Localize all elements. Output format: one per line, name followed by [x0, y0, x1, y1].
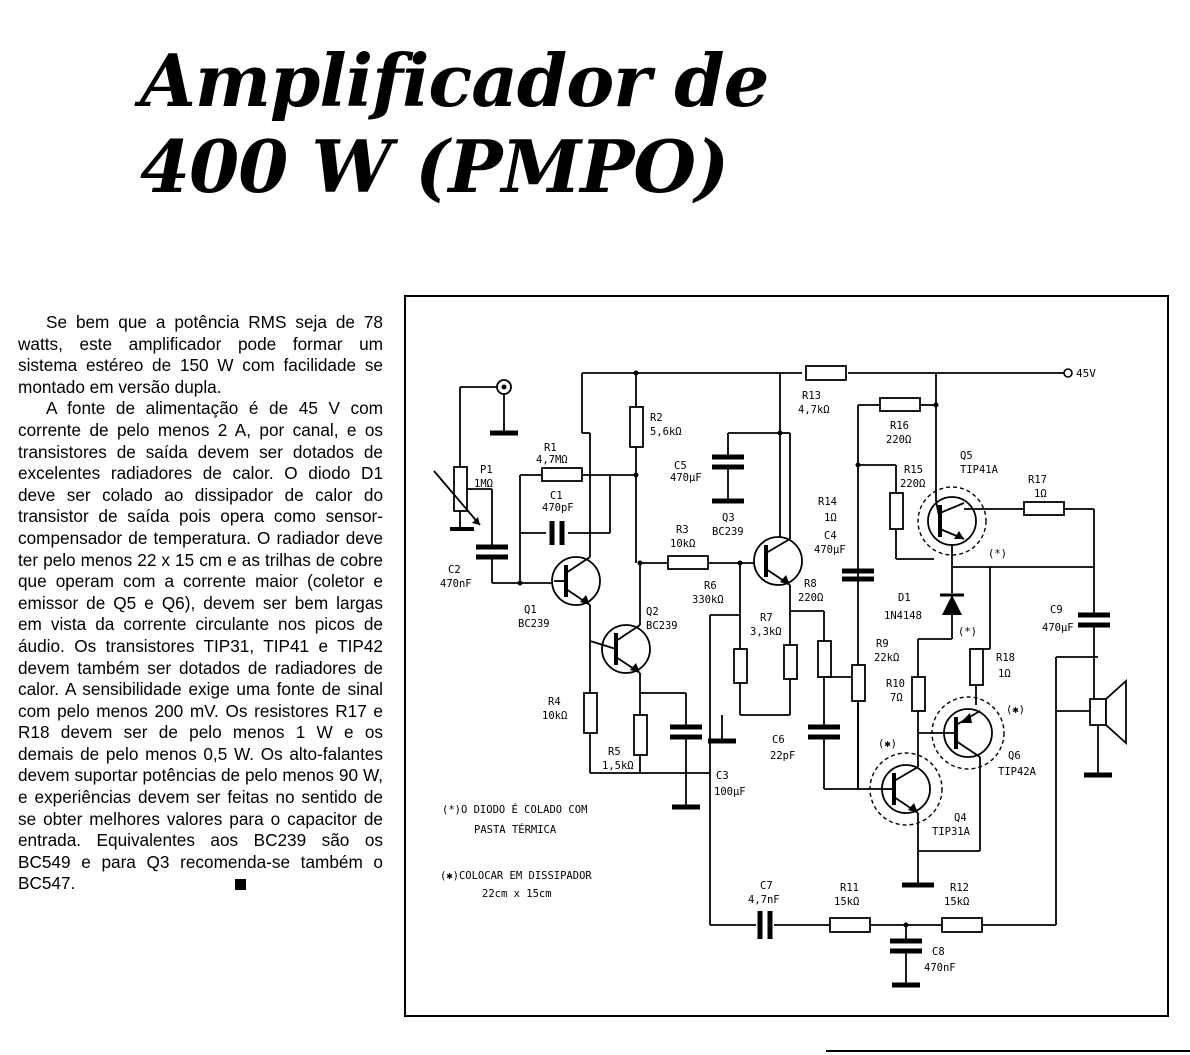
r6-value: 330kΩ: [692, 594, 724, 606]
cap-c5: [670, 433, 780, 501]
r8-label: R8: [804, 578, 817, 590]
c7-label: C7: [760, 880, 773, 892]
r2-value: 5,6kΩ: [650, 426, 682, 438]
title-line-1: Amplificador de: [140, 38, 769, 123]
resistor-r13: [798, 366, 846, 416]
r14-label: R14: [818, 496, 837, 508]
resistor-r10: [886, 677, 925, 711]
diode-d1: [884, 567, 990, 649]
transistor-q2: [590, 563, 678, 693]
r1-value: 4,7MΩ: [536, 454, 568, 466]
r13-value: 4,7kΩ: [798, 404, 830, 416]
r9-label: R9: [876, 638, 889, 650]
title-line-2: 400 W (PMPO): [140, 124, 729, 209]
resistor-r11: [830, 882, 942, 932]
q1-label: Q1: [524, 604, 537, 616]
cap-c3: [670, 693, 746, 807]
q6-label: Q6: [1008, 750, 1021, 762]
d1-label: D1: [898, 592, 911, 604]
r8-value: 220Ω: [798, 592, 824, 604]
speaker-icon: [1056, 657, 1126, 919]
c2-value: 470nF: [440, 578, 472, 590]
d1-mark: (*): [958, 626, 977, 638]
c6-label: C6: [772, 734, 785, 746]
amplifier-schematic: [404, 295, 1169, 1017]
resistor-r9: [852, 638, 899, 789]
r2-label: R2: [650, 412, 663, 424]
cap-c1: [520, 475, 610, 545]
c3-label: C3: [716, 770, 729, 782]
c9-label: C9: [1050, 604, 1063, 616]
q2-value: BC239: [646, 620, 678, 632]
input-jack: [460, 380, 518, 467]
c1-label: C1: [550, 490, 563, 502]
paragraph-1: Se bem que a potência RMS seja de 78 watts, este amplificador pode formar um sistema estéreo de 150 W com facilidade se montado em versão dupla.: [18, 312, 383, 397]
q5-value: TIP41A: [960, 464, 998, 476]
q2-label: Q2: [646, 606, 659, 618]
r12-value: 15kΩ: [944, 896, 970, 908]
resistor-r14: [818, 496, 837, 524]
r15-value: 220Ω: [900, 478, 926, 490]
r11-label: R11: [840, 882, 859, 894]
q4-mark: (✱): [878, 738, 897, 750]
r17-label: R17: [1028, 474, 1047, 486]
q1-value: BC239: [518, 618, 550, 630]
r10-value: 7Ω: [890, 692, 903, 704]
paragraph-2-text: A fonte de alimentação é de 45 V com corrente de pelo menos 2 A, por canal, e os transistores de saída devem ser dotados de excelentes radiadores de calor. O diodo D1 deve ser colado ao dissipador de calor do transistor de saída pois opera como sensor-compensador de temperatura. O radiador deve ter pelo menos 22 x 15 cm e as trilhas de cobre que operam com a corrente maior (coletor e emissor de Q5 e Q6), devem ser bem largas em vista da corrente circulante nos picos de áudio. Os transistores TIP31, TIP41 e TIP42 devem também ser dotados de radiadores de calor. A sensibilidade exige uma fonte de sinal com pelo menos 200 mV. Os resistores R17 e R18 devem ser de pelo menos 1 W e os demais de pelo menos 0,5 W. Os alto-falantes devem suportar potências de pelo menos 90 W, e experiências devem ser feitas no sentido de se obter melhores valores para o capacitor de entrada. Equivalentes aos BC239 são os BC549 e para Q3 recomenda-se também o BC547.: [18, 398, 383, 894]
r1-label: R1: [544, 442, 557, 454]
r7-value: 3,3kΩ: [750, 626, 782, 638]
r5-value: 1,5kΩ: [602, 760, 634, 772]
r17-value: 1Ω: [1034, 488, 1047, 500]
end-of-article-mark: [235, 879, 246, 890]
note-1-line-2: PASTA TÉRMICA: [474, 824, 557, 836]
r16-label: R16: [890, 420, 909, 432]
cap-c9: [1042, 604, 1110, 699]
note-2-line-2: 22cm x 15cm: [482, 888, 552, 900]
supply-label: 45V: [1076, 367, 1096, 380]
r3-value: 10kΩ: [670, 538, 696, 550]
c6-value: 22pF: [770, 750, 796, 762]
c5-value: 470μF: [670, 472, 702, 484]
note-1-line-1: (*)O DIODO É COLADO COM: [442, 804, 588, 816]
c9-value: 470μF: [1042, 622, 1074, 634]
r18-value: 1Ω: [998, 668, 1011, 680]
p1-value: 1MΩ: [474, 478, 493, 490]
q4-value: TIP31A: [932, 826, 970, 838]
q5-mark: (*): [988, 548, 1007, 560]
c8-value: 470nF: [924, 962, 956, 974]
q6-mark: (✱): [1006, 704, 1025, 716]
r15-label: R15: [904, 464, 923, 476]
q3-label: Q3: [722, 512, 735, 524]
resistor-r7: [750, 611, 797, 715]
bottom-rule: [826, 1050, 1190, 1052]
resistor-r5: [602, 693, 686, 773]
paragraph-2: [18, 398, 383, 895]
resistor-r18: [970, 649, 1015, 705]
article-body: [18, 312, 383, 895]
article-title: [140, 38, 768, 210]
resistor-r12: [942, 882, 1056, 932]
c5-label: C5: [674, 460, 687, 472]
c2-label: C2: [448, 564, 461, 576]
p1-label: P1: [480, 464, 493, 476]
r18-label: R18: [996, 652, 1015, 664]
r6-label: R6: [704, 580, 717, 592]
r4-label: R4: [548, 696, 561, 708]
resistor-r16: [858, 398, 936, 465]
c1-value: 470pF: [542, 502, 574, 514]
supply-terminal: [1064, 369, 1072, 377]
c3-value: 100μF: [714, 786, 746, 798]
transistor-q6: [918, 697, 1037, 778]
r14-value: 1Ω: [824, 512, 837, 524]
c8-label: C8: [932, 946, 945, 958]
note-2-line-1: (✱)COLOCAR EM DISSIPADOR: [440, 870, 592, 882]
d1-value: 1N4148: [884, 610, 922, 622]
r11-value: 15kΩ: [834, 896, 860, 908]
transistor-q5: [918, 450, 1024, 567]
r10-label: R10: [886, 678, 905, 690]
c7-value: 4,7nF: [748, 894, 780, 906]
resistor-r17: [1024, 474, 1094, 615]
r3-label: R3: [676, 524, 689, 536]
c4-label: C4: [824, 530, 837, 542]
transistor-q3: [712, 433, 802, 611]
r13-label: R13: [802, 390, 821, 402]
r12-label: R12: [950, 882, 969, 894]
q3-value: BC239: [712, 526, 744, 538]
r9-value: 22kΩ: [874, 652, 900, 664]
q6-value: TIP42A: [998, 766, 1036, 778]
r7-label: R7: [760, 612, 773, 624]
r16-value: 220Ω: [886, 434, 912, 446]
cap-c2: [440, 547, 554, 590]
q4-label: Q4: [954, 812, 967, 824]
r4-value: 10kΩ: [542, 710, 568, 722]
q5-label: Q5: [960, 450, 973, 462]
resistor-r6: [692, 561, 790, 742]
resistor-r3: [638, 524, 767, 569]
cap-c6: [770, 727, 878, 789]
pot-p1: [434, 464, 493, 547]
schematic-notes: [440, 803, 592, 900]
c4-value: 470μF: [814, 544, 846, 556]
r5-label: R5: [608, 746, 621, 758]
